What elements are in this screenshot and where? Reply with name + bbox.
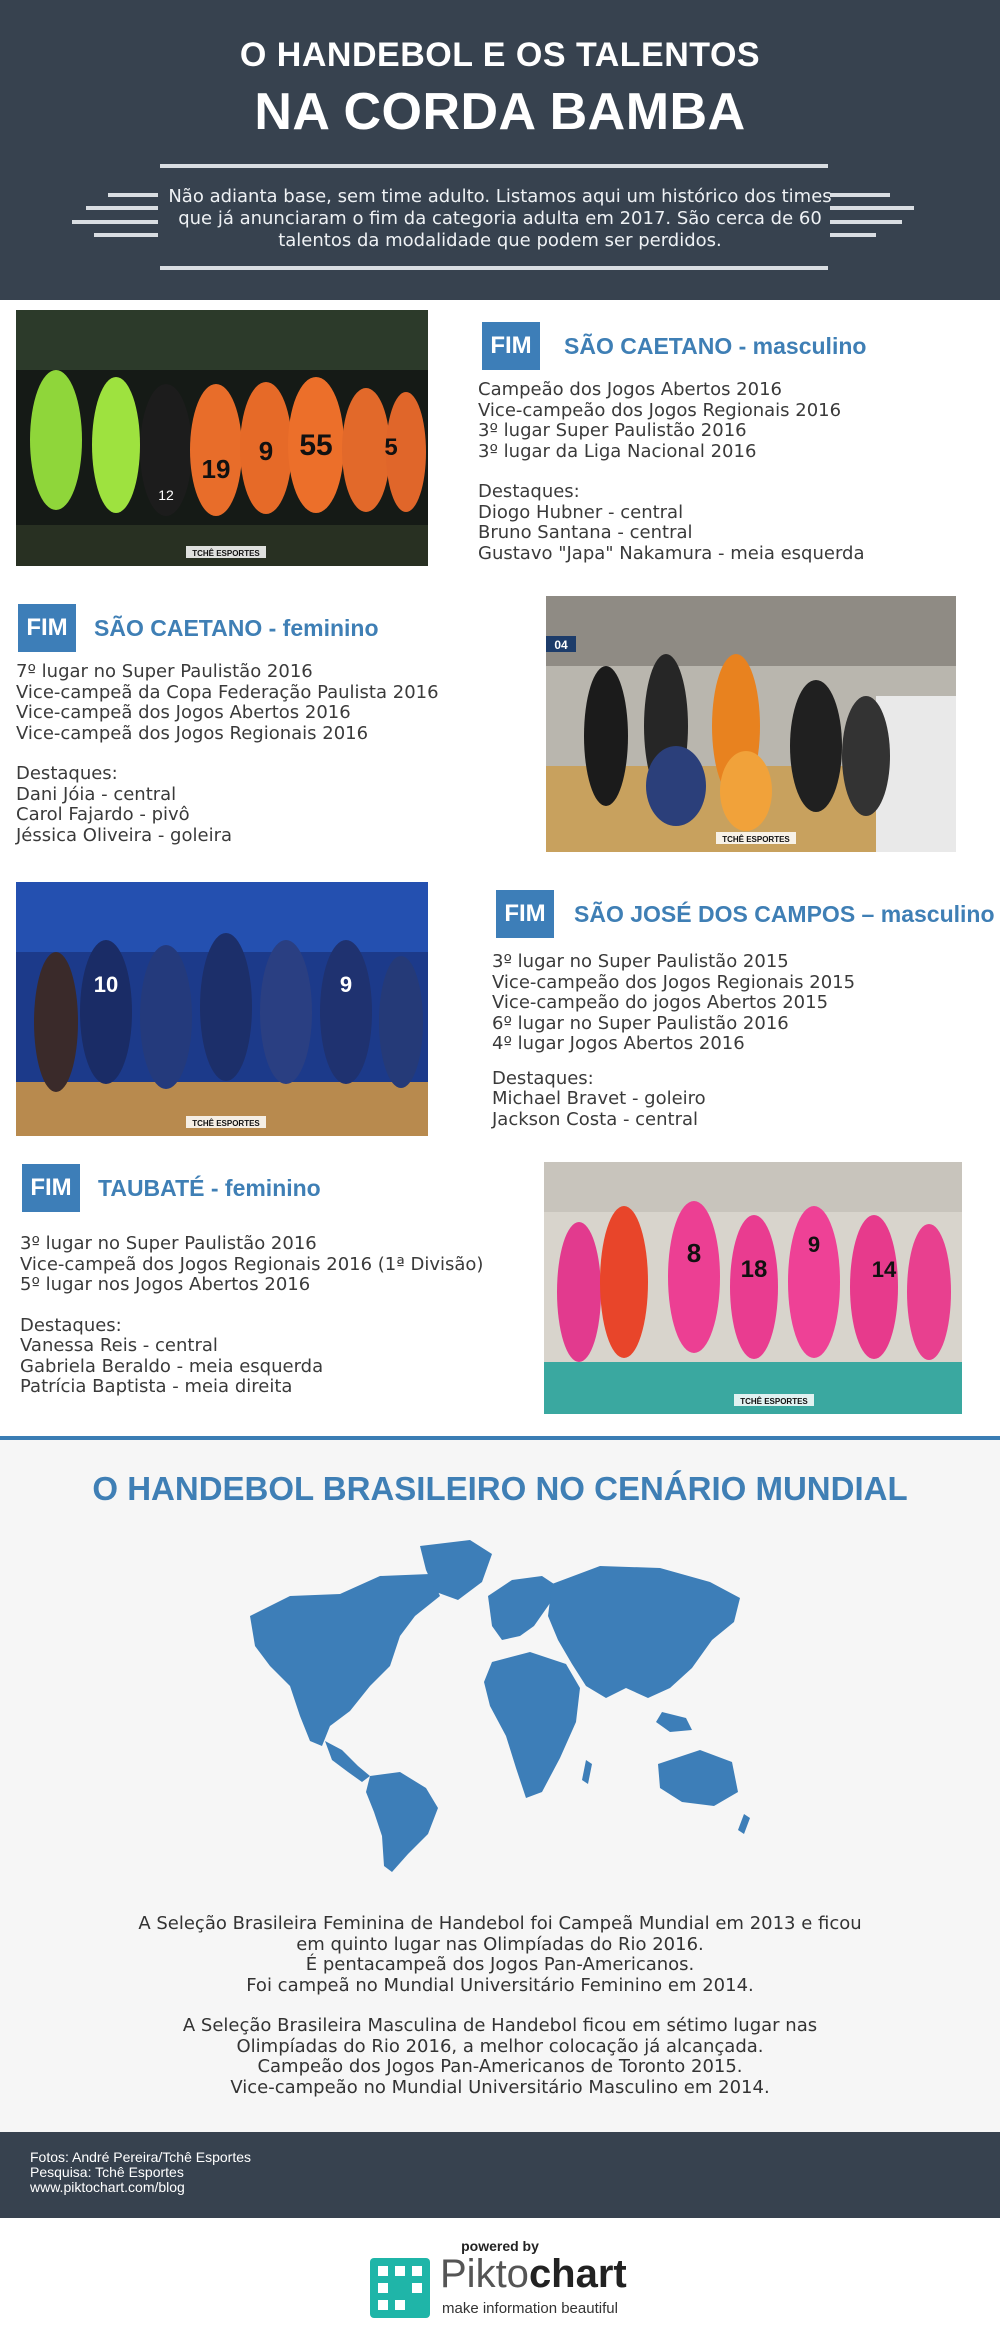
team-photo-taubate-feminino	[544, 1162, 962, 1414]
piktochart-logo-icon[interactable]	[370, 2258, 430, 2318]
achievement: Vice-campeão do jogos Abertos 2015	[492, 992, 829, 1013]
decor-line	[160, 164, 828, 168]
decor-line	[86, 206, 158, 210]
achievement: 3º lugar da Liga Nacional 2016	[478, 440, 757, 462]
highlight-player: Michael Bravet - goleiro	[492, 1088, 706, 1109]
highlight-player: Jéssica Oliveira - goleira	[16, 824, 232, 846]
brand-light: Pikto	[440, 2252, 529, 2296]
achievement: 7º lugar no Super Paulistão 2016	[16, 661, 313, 682]
header-banner	[0, 0, 1000, 300]
team-details-sao-jose-dos-campos-masculino	[492, 952, 855, 1130]
jersey-number: 18	[740, 1256, 768, 1283]
achievement: 3º lugar no Super Paulistão 2016	[20, 1233, 317, 1254]
jersey-number: 9	[339, 972, 353, 997]
team-name: SÃO CAETANO - feminino	[94, 614, 379, 641]
achievement: 6º lugar no Super Paulistão 2016	[492, 1012, 789, 1034]
decor-line	[830, 220, 902, 224]
credits-bar	[0, 2132, 1000, 2218]
fim-badge: FIM	[496, 890, 554, 938]
world-section-title: O HANDEBOL BRASILEIRO NO CENÁRIO MUNDIAL	[92, 1470, 908, 1507]
photo-watermark: TCHÊ ESPORTES	[192, 549, 260, 558]
piktochart-blog-link[interactable]: www.piktochart.com/blog	[30, 2179, 185, 2195]
team-photo-sao-caetano-feminino	[546, 596, 956, 852]
team-name: TAUBATÉ - feminino	[98, 1174, 321, 1201]
brand-bold: chart	[528, 2252, 627, 2296]
piktochart-wordmark[interactable]	[440, 2252, 627, 2297]
team-details-sao-caetano-feminino	[16, 662, 439, 846]
jersey-number: 55	[299, 429, 333, 462]
team-heading-sao-jose-dos-campos-masculino	[496, 890, 995, 938]
jersey-number: 5	[384, 434, 398, 461]
achievement: Vice-campeã dos Jogos Regionais 2016	[16, 722, 369, 744]
photo-watermark: TCHÊ ESPORTES	[740, 1397, 808, 1406]
team-photo-sao-jose-dos-campos-masculino	[16, 882, 428, 1136]
decor-line	[72, 220, 158, 224]
decor-line	[94, 233, 158, 237]
photo-watermark: TCHÊ ESPORTES	[192, 1119, 260, 1128]
highlights-label: Destaques:	[16, 763, 118, 784]
world-paragraph-2-line: Vice-campeão no Mundial Universitário Masculino em 2014.	[230, 2076, 770, 2098]
powered-by-label: powered by	[461, 2238, 539, 2254]
achievement: Campeão dos Jogos Abertos 2016	[478, 379, 782, 400]
achievement: Vice-campeão dos Jogos Regionais 2015	[492, 971, 856, 993]
team-heading-sao-caetano-feminino	[18, 604, 379, 652]
world-text	[100, 1914, 900, 2098]
footer	[0, 2218, 1000, 2332]
piktochart-tagline: make information beautiful	[442, 2300, 618, 2317]
highlight-player: Gabriela Beraldo - meia esquerda	[20, 1355, 324, 1377]
photo-watermark: TCHÊ ESPORTES	[722, 835, 790, 844]
team-photo-sao-caetano-masculino	[16, 310, 428, 566]
jersey-number: 8	[686, 1238, 702, 1268]
highlights-label: Destaques:	[492, 1067, 594, 1089]
team-details-sao-caetano-masculino	[478, 380, 865, 564]
intro-text: Não adianta base, sem time adulto. Listamos aqui um histórico dos times que já anunciaram o fim da categoria adulta em 2017. São cerca de 60 talentos da modalidade que podem ser perdidos.	[168, 186, 832, 251]
jersey-number: 10	[93, 972, 119, 997]
highlight-player: Vanessa Reis - central	[20, 1335, 218, 1356]
achievement: 4º lugar Jogos Abertos 2016	[492, 1033, 745, 1054]
jersey-number: 9	[807, 1232, 821, 1257]
achievement: 3º lugar Super Paulistão 2016	[478, 420, 747, 441]
team-name: SÃO CAETANO - masculino	[564, 332, 867, 359]
world-paragraph-1-line: Foi campeã no Mundial Universitário Feminino em 2014.	[246, 1974, 754, 1996]
team-heading-sao-caetano-masculino	[482, 322, 866, 370]
team-name: SÃO JOSÉ DOS CAMPOS – masculino	[574, 900, 995, 927]
team-details-taubate-feminino	[20, 1234, 483, 1398]
highlight-player: Diogo Hubner - central	[478, 501, 684, 523]
title-line-2: NA CORDA BAMBA	[254, 83, 746, 141]
jersey-number: 12	[158, 487, 174, 503]
decor-line	[830, 206, 914, 210]
highlights-label: Destaques:	[20, 1314, 122, 1336]
highlight-player: Gustavo "Japa" Nakamura - meia esquerda	[478, 542, 865, 564]
jersey-number: 04	[554, 638, 568, 652]
world-paragraph-1-line: A Seleção Brasileira Feminina de Handebol foi Campeã Mundial em 2013 e ficou	[138, 1913, 862, 1934]
fim-badge: FIM	[482, 322, 540, 370]
world-paragraph-2-line: Olimpíadas do Rio 2016, a melhor colocação já alcançada.	[236, 2035, 764, 2057]
world-paragraph-1-line: É pentacampeã dos Jogos Pan-Americanos.	[305, 1954, 695, 1975]
jersey-number: 14	[871, 1257, 897, 1282]
highlight-player: Jackson Costa - central	[492, 1108, 699, 1130]
highlight-player: Bruno Santana - central	[478, 522, 693, 543]
achievement: Vice-campeão dos Jogos Regionais 2016	[478, 399, 842, 421]
world-paragraph-2-line: Campeão dos Jogos Pan-Americanos de Toronto 2015.	[257, 2056, 743, 2077]
highlights-label: Destaques:	[478, 481, 580, 502]
highlight-player: Carol Fajardo - pivô	[16, 804, 190, 825]
decor-line	[160, 266, 828, 270]
title-line-1: O HANDEBOL E OS TALENTOS	[239, 36, 761, 74]
achievement: Vice-campeã da Copa Federação Paulista 2016	[16, 681, 439, 703]
world-paragraph-1-line: em quinto lugar nas Olimpíadas do Rio 2016.	[296, 1933, 704, 1955]
jersey-number: 9	[258, 436, 274, 466]
highlight-player: Patrícia Baptista - meia direita	[20, 1376, 293, 1397]
fim-badge: FIM	[18, 604, 76, 652]
research-credit: Pesquisa: Tchê Esportes	[30, 2164, 184, 2180]
world-map-icon	[230, 1536, 750, 1876]
achievement: Vice-campeã dos Jogos Regionais 2016 (1ª Divisão)	[20, 1253, 484, 1275]
decor-line	[108, 193, 158, 197]
achievement: 3º lugar no Super Paulistão 2015	[492, 951, 789, 972]
photo-credit: Fotos: André Pereira/Tchê Esportes	[30, 2149, 251, 2165]
jersey-number: 19	[201, 454, 231, 484]
world-paragraph-2-line: A Seleção Brasileira Masculina de Handebol ficou em sétimo lugar nas	[182, 2015, 818, 2036]
highlight-player: Dani Jóia - central	[16, 783, 177, 805]
team-heading-taubate-feminino	[22, 1164, 321, 1212]
world-section	[0, 1440, 1000, 2132]
fim-badge: FIM	[22, 1164, 80, 1212]
achievement: 5º lugar nos Jogos Abertos 2016	[20, 1274, 311, 1295]
achievement: Vice-campeã dos Jogos Abertos 2016	[16, 702, 351, 723]
